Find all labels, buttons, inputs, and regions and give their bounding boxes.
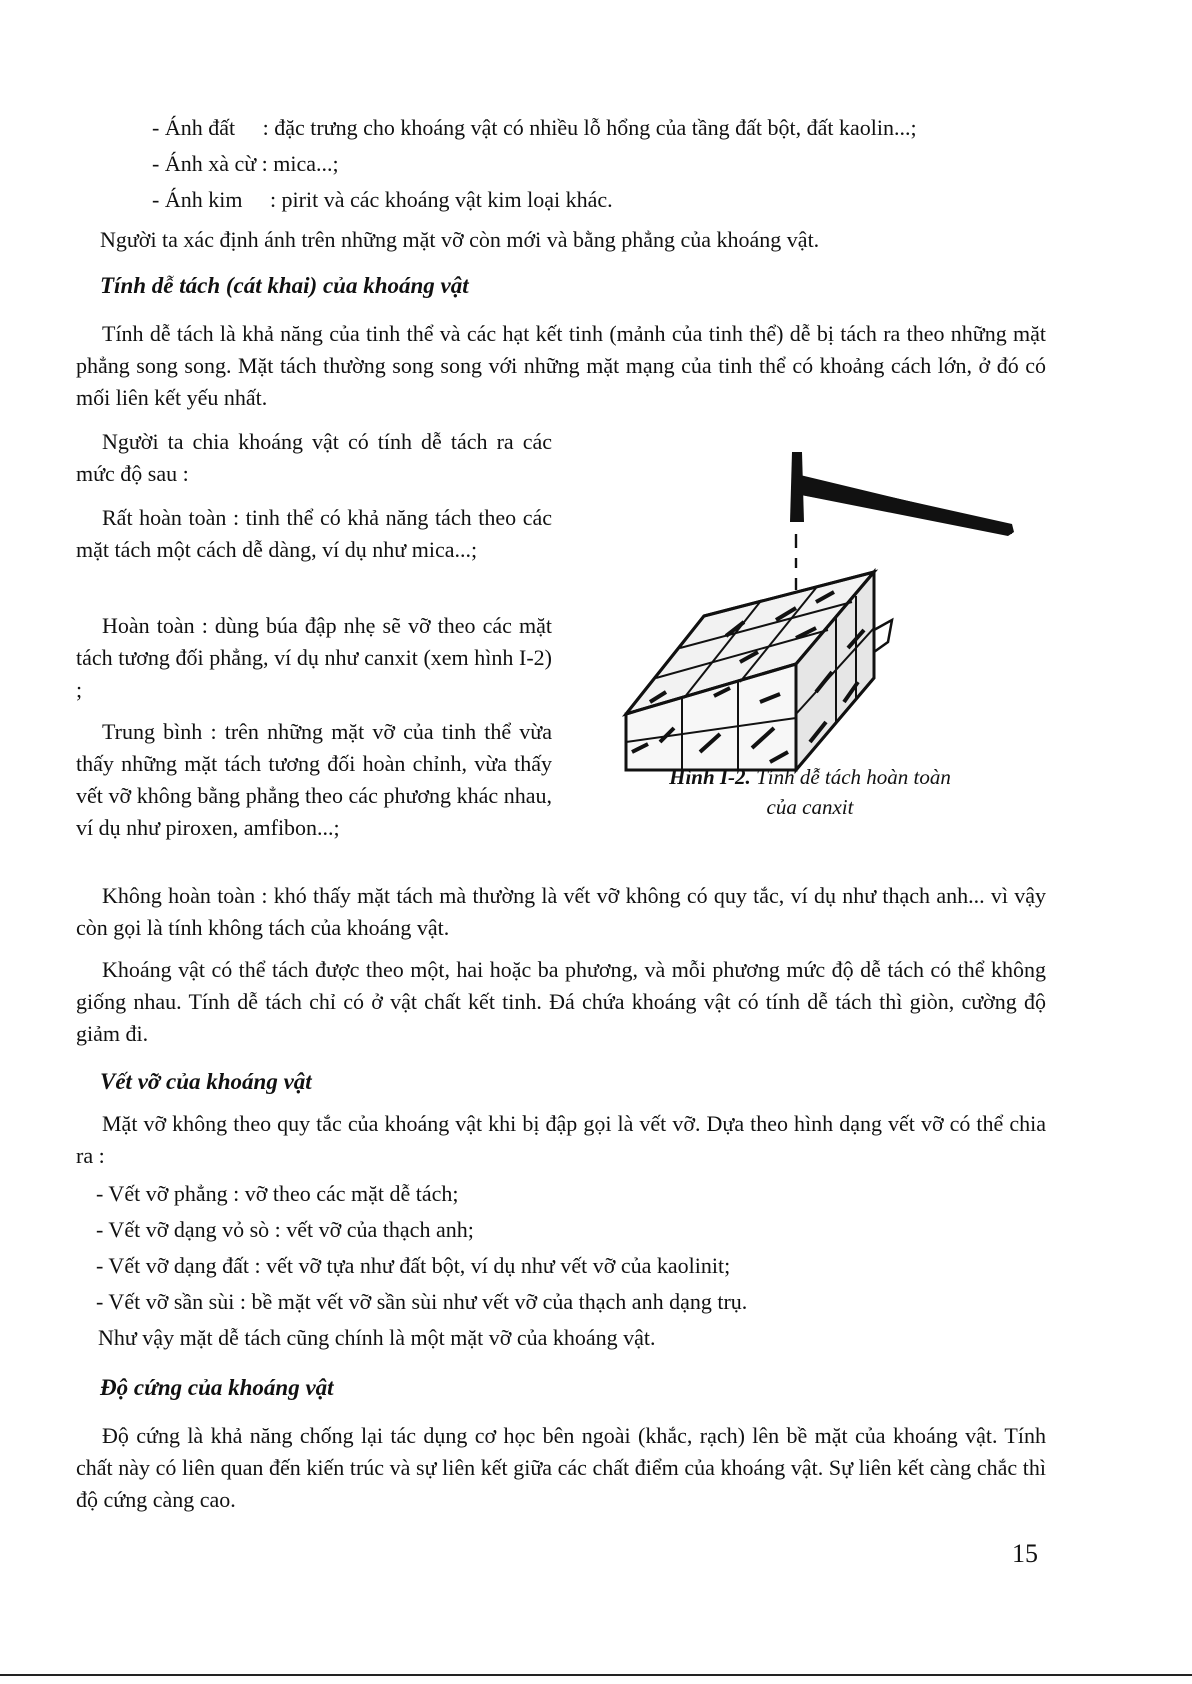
- list-item: - Ánh kim : pirit và các khoáng vật kim loại khác.: [152, 187, 613, 212]
- cleavage-imperfect: Không hoàn toàn : khó thấy mặt tách mà thường là vết vỡ không có quy tắc, ví dụ như thạch anh... vì vậy còn gọi là tính không tách của khoáng vật.: [76, 883, 1046, 940]
- figure-caption-line1: Tính dễ tách hoàn toàn: [756, 765, 951, 789]
- figure-caption-line2: của canxit: [766, 795, 854, 819]
- figure-caption: [610, 762, 1010, 822]
- list-item: - Vết vỡ phẳng : vỡ theo các mặt dễ tách;: [96, 1181, 459, 1206]
- calcite-cleavage-figure: [620, 452, 1020, 782]
- cleavage-definition: Tính dễ tách là khả năng của tinh thể và các hạt kết tinh (mảnh của tinh thể) dễ bị tách ra theo những mặt phẳng song song. Mặt tách thường song song với những mặt mạng của tinh thể có khoảng cách lớn, ở đó có mối liên kết yếu nhất.: [76, 321, 1046, 410]
- hardness-definition: Độ cứng là khả năng chống lại tác dụng cơ học bên ngoài (khắc, rạch) lên bề mặt của khoáng vật. Tính chất này có liên quan đến kiến trúc và sự liên kết giữa các chất điểm của khoáng vật. Sự liên kết càng chắc thì độ cứng càng cao.: [76, 1423, 1046, 1512]
- list-item: - Vết vỡ sần sùi : bề mặt vết vỡ sần sùi như vết vỡ của thạch anh dạng trụ.: [96, 1289, 748, 1314]
- luster-list: [152, 112, 917, 216]
- cleavage-medium: Trung bình : trên những mặt vỡ của tinh thể vừa thấy những mặt tách tương đối hoàn chỉnh, vừa thấy vết vỡ không bằng phẳng theo các phương khác nhau, ví dụ như piroxen, amfibon...;: [76, 719, 552, 840]
- page-number: 15: [1012, 1539, 1038, 1568]
- bottom-divider: [0, 1674, 1192, 1676]
- section-heading-cleavage: Tính dễ tách (cát khai) của khoáng vật: [100, 273, 469, 298]
- section-heading-hardness: Độ cứng của khoáng vật: [100, 1375, 334, 1400]
- cleavage-levels-intro: Người ta chia khoáng vật có tính dễ tách ra các mức độ sau :: [76, 429, 552, 486]
- section-heading-fracture: Vết vỡ của khoáng vật: [100, 1069, 312, 1094]
- list-item: - Vết vỡ dạng đất : vết vỡ tựa như đất bột, ví dụ như vết vỡ của kaolinit;: [96, 1253, 731, 1278]
- cleavage-directions: Khoáng vật có thể tách được theo một, hai hoặc ba phương, và mỗi phương mức độ dễ tách có thể không giống nhau. Tính dễ tách chỉ có ở vật chất kết tinh. Đá chứa khoáng vật có tính dễ tách thì giòn, cường độ giảm đi.: [76, 957, 1046, 1046]
- hammer-icon: [790, 452, 1014, 536]
- fracture-type-list: [96, 1178, 747, 1318]
- cleavage-very-perfect: Rất hoàn toàn : tinh thể có khả năng tách theo các mặt tách một cách dễ dàng, ví dụ như mica...;: [76, 505, 552, 562]
- luster-note: Người ta xác định ánh trên những mặt vỡ còn mới và bằng phẳng của khoáng vật.: [100, 227, 820, 252]
- list-item: - Vết vỡ dạng vỏ sò : vết vỡ của thạch anh;: [96, 1217, 474, 1242]
- list-item: - Ánh đất : đặc trưng cho khoáng vật có nhiều lỗ hổng của tầng đất bột, đất kaolin...;: [152, 115, 917, 140]
- calcite-block: [626, 572, 892, 770]
- fracture-definition: Mặt vỡ không theo quy tắc của khoáng vật khi bị đập gọi là vết vỡ. Dựa theo hình dạng vết vỡ có thể chia ra :: [76, 1111, 1046, 1168]
- fracture-conclusion: Như vậy mặt dễ tách cũng chính là một mặt vỡ của khoáng vật.: [98, 1325, 656, 1350]
- list-item: - Ánh xà cừ : mica...;: [152, 151, 339, 176]
- cleavage-perfect: Hoàn toàn : dùng búa đập nhẹ sẽ vỡ theo các mặt tách tương đối phẳng, ví dụ như canxit (xem hình I-2) ;: [76, 613, 552, 702]
- figure-label: Hình I-2.: [669, 765, 751, 789]
